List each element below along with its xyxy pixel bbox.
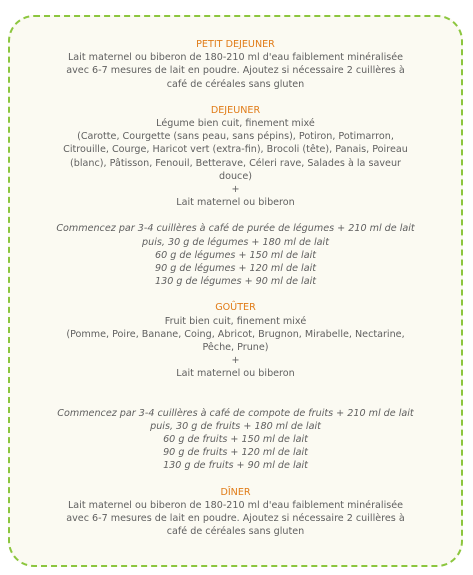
text-line: avec 6-7 mesures de lait en poudre. Ajoutez si nécessaire 2 cuillères à xyxy=(66,513,405,525)
text-line: (blanc), Pâtisson, Fenouil, Betterave, Céleri rave, Salades à la saveur xyxy=(70,157,401,169)
section-title-gouter: GOÛTER xyxy=(215,302,256,314)
meal-plan-content xyxy=(10,38,461,539)
section-petit-dejeuner xyxy=(10,38,461,91)
progression-line: 130 g de fruits + 90 ml de lait xyxy=(163,460,308,472)
progression-line: 90 g de légumes + 120 ml de lait xyxy=(155,263,316,275)
text-line: Lait maternel ou biberon de 180-210 ml d'eau faiblement minéralisée xyxy=(67,52,404,64)
section-title-diner: DÎNER xyxy=(220,486,251,498)
section-title-dejeuner: DEJEUNER xyxy=(210,104,261,116)
text-line: Citrouille, Courge, Haricot vert (extra-fin), Brocoli (tête), Panais, Poireau xyxy=(63,144,408,156)
text-line: Fruit bien cuit, finement mixé xyxy=(164,315,307,327)
text-line: (Carotte, Courgette (sans peau, sans pépins), Potiron, Potimarron, xyxy=(77,131,394,143)
meal-plan-card xyxy=(8,15,463,567)
progression-line: 130 g de légumes + 90 ml de lait xyxy=(155,276,316,288)
text-line: Lait maternel ou biberon de 180-210 ml d'eau faiblement minéralisée xyxy=(67,499,404,511)
text-line: café de céréales sans gluten xyxy=(166,526,305,538)
progression-line: 60 g de fruits + 150 ml de lait xyxy=(163,434,308,446)
text-line: café de céréales sans gluten xyxy=(166,78,305,90)
progression-line: puis, 30 g de légumes + 180 ml de lait xyxy=(142,236,329,248)
progression-line: Commencez par 3-4 cuillères à café de compote de fruits + 210 ml de lait xyxy=(57,407,414,419)
text-line: Pêche, Prune) xyxy=(202,342,269,354)
text-line: avec 6-7 mesures de lait en poudre. Ajoutez si nécessaire 2 cuillères à xyxy=(66,65,405,77)
progression-line: puis, 30 g de fruits + 180 ml de lait xyxy=(150,420,321,432)
progression-line: 60 g de légumes + 150 ml de lait xyxy=(155,249,316,261)
progression-line: 90 g de fruits + 120 ml de lait xyxy=(163,447,308,459)
text-line: Légume bien cuit, finement mixé xyxy=(156,118,315,130)
section-gouter xyxy=(10,301,461,472)
text-line: (Pomme, Poire, Banane, Coing, Abricot, Brugnon, Mirabelle, Nectarine, xyxy=(66,328,405,340)
section-diner xyxy=(10,486,461,539)
text-line: Lait maternel ou biberon xyxy=(176,368,295,380)
text-line: Lait maternel ou biberon xyxy=(176,197,295,209)
section-title-petit-dejeuner: PETIT DEJEUNER xyxy=(196,39,275,50)
plus-sign: + xyxy=(231,355,240,367)
progression-line: Commencez par 3-4 cuillères à café de purée de légumes + 210 ml de lait xyxy=(56,223,415,235)
text-line: douce) xyxy=(219,170,252,182)
plus-sign: + xyxy=(231,184,240,196)
section-dejeuner xyxy=(10,104,461,289)
